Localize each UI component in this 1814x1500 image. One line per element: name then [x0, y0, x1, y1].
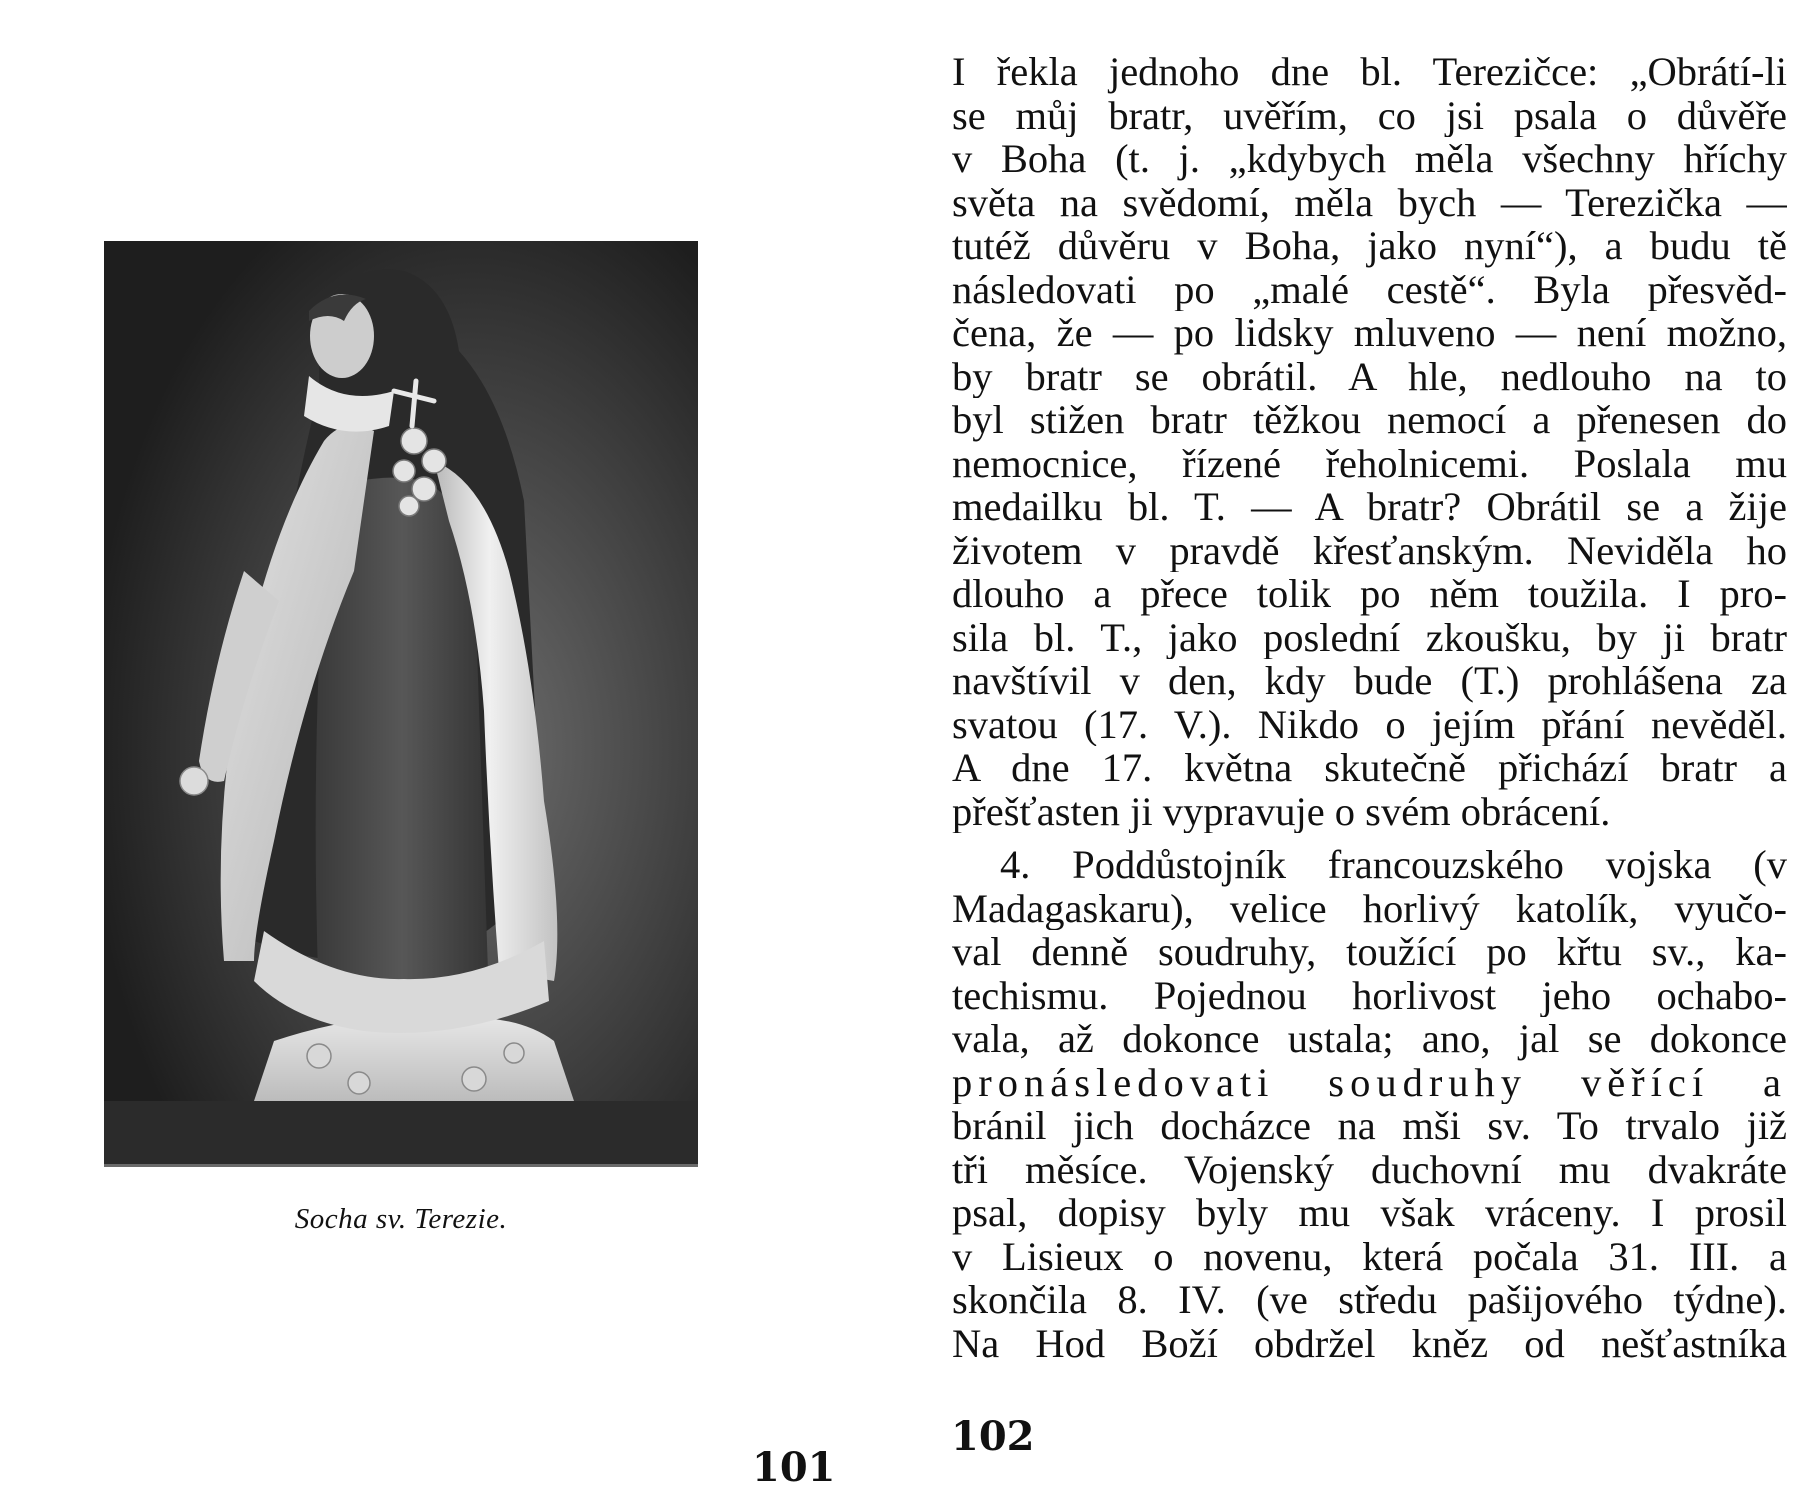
text-line: byl stižen bratr těžkou nemocí a přenesen do — [952, 398, 1787, 442]
text-line: bránil jich docházce na mši sv. To trvalo již — [952, 1104, 1787, 1148]
text-line: v Lisieux o novenu, která počala 31. III. a — [952, 1234, 1787, 1278]
text-line: následovati po „malé cestě“. Byla přesvěd- — [952, 267, 1787, 311]
text-line: techismu. Pojednou horlivost jeho ochabo- — [952, 973, 1787, 1017]
text-line-spaced: pronásledovati soudruhy věřící a — [952, 1060, 1787, 1104]
text-line: tři měsíce. Vojenský duchovní mu dvakráte — [952, 1147, 1787, 1191]
text-line: nemocnice, řízené řeholnicemi. Poslala mu — [952, 441, 1787, 485]
paragraph-gap — [952, 833, 1787, 843]
text-line: sila bl. T., jako poslední zkoušku, by ji bratr — [952, 615, 1787, 659]
text-line: se můj bratr, uvěřím, co jsi psala o důvěře — [952, 93, 1787, 137]
text-line: přešťasten ji vypravuje o svém obrácení. — [952, 789, 1611, 833]
text-line: val denně soudruhy, toužící po křtu sv., ka- — [952, 930, 1787, 974]
body-text — [952, 50, 1787, 1365]
text-line: A dne 17. května skutečně přichází bratr a — [952, 746, 1787, 790]
text-line: v Boha (t. j. „kdybych měla všechny hříchy — [952, 137, 1787, 181]
text-line: čena, že — po lidsky mluveno — není možno, — [952, 311, 1787, 355]
text-line: medailku bl. T. — A bratr? Obrátil se a žije — [952, 485, 1787, 529]
text-line: vala, až dokonce ustala; ano, jal se dokonce — [952, 1017, 1787, 1061]
text-line: životem v pravdě křesťanským. Neviděla ho — [952, 528, 1787, 572]
text-line: světa na svědomí, měla bych — Terezička — — [952, 180, 1787, 224]
photo-caption: Socha sv. Terezie. — [294, 1203, 508, 1235]
text-line: by bratr se obrátil. A hle, nedlouho na to — [952, 354, 1787, 398]
text-line: Madagaskaru), velice horlivý katolík, vyučo- — [952, 886, 1787, 930]
left-page — [0, 0, 900, 1500]
text-line: psal, dopisy byly mu však vráceny. I prosil — [952, 1191, 1787, 1235]
text-line: tutéž důvěru v Boha, jako nyní“), a budu tě — [952, 224, 1787, 268]
text-line: skončila 8. IV. (ve středu pašijového týdne). — [952, 1278, 1787, 1322]
statue-image — [104, 241, 698, 1164]
text-line: svatou (17. V.). Nikdo o jejím přání nevěděl. — [952, 702, 1787, 746]
text-line: 4. Poddůstojník francouzského vojska (v — [1000, 843, 1787, 887]
page-number-right: 102 — [951, 1413, 1035, 1460]
statue-photograph — [104, 241, 698, 1167]
text-line: Na Hod Boží obdržel kněz od nešťastníka — [952, 1321, 1787, 1365]
text-line: I řekla jednoho dne bl. Terezičce: „Obrátí-li — [952, 50, 1787, 94]
text-line: navštívil v den, kdy bude (T.) prohlášena za — [952, 659, 1787, 703]
text-line: dlouho a přece tolik po něm toužila. I pro- — [952, 572, 1787, 616]
page-number-left: 101 — [752, 1444, 836, 1491]
